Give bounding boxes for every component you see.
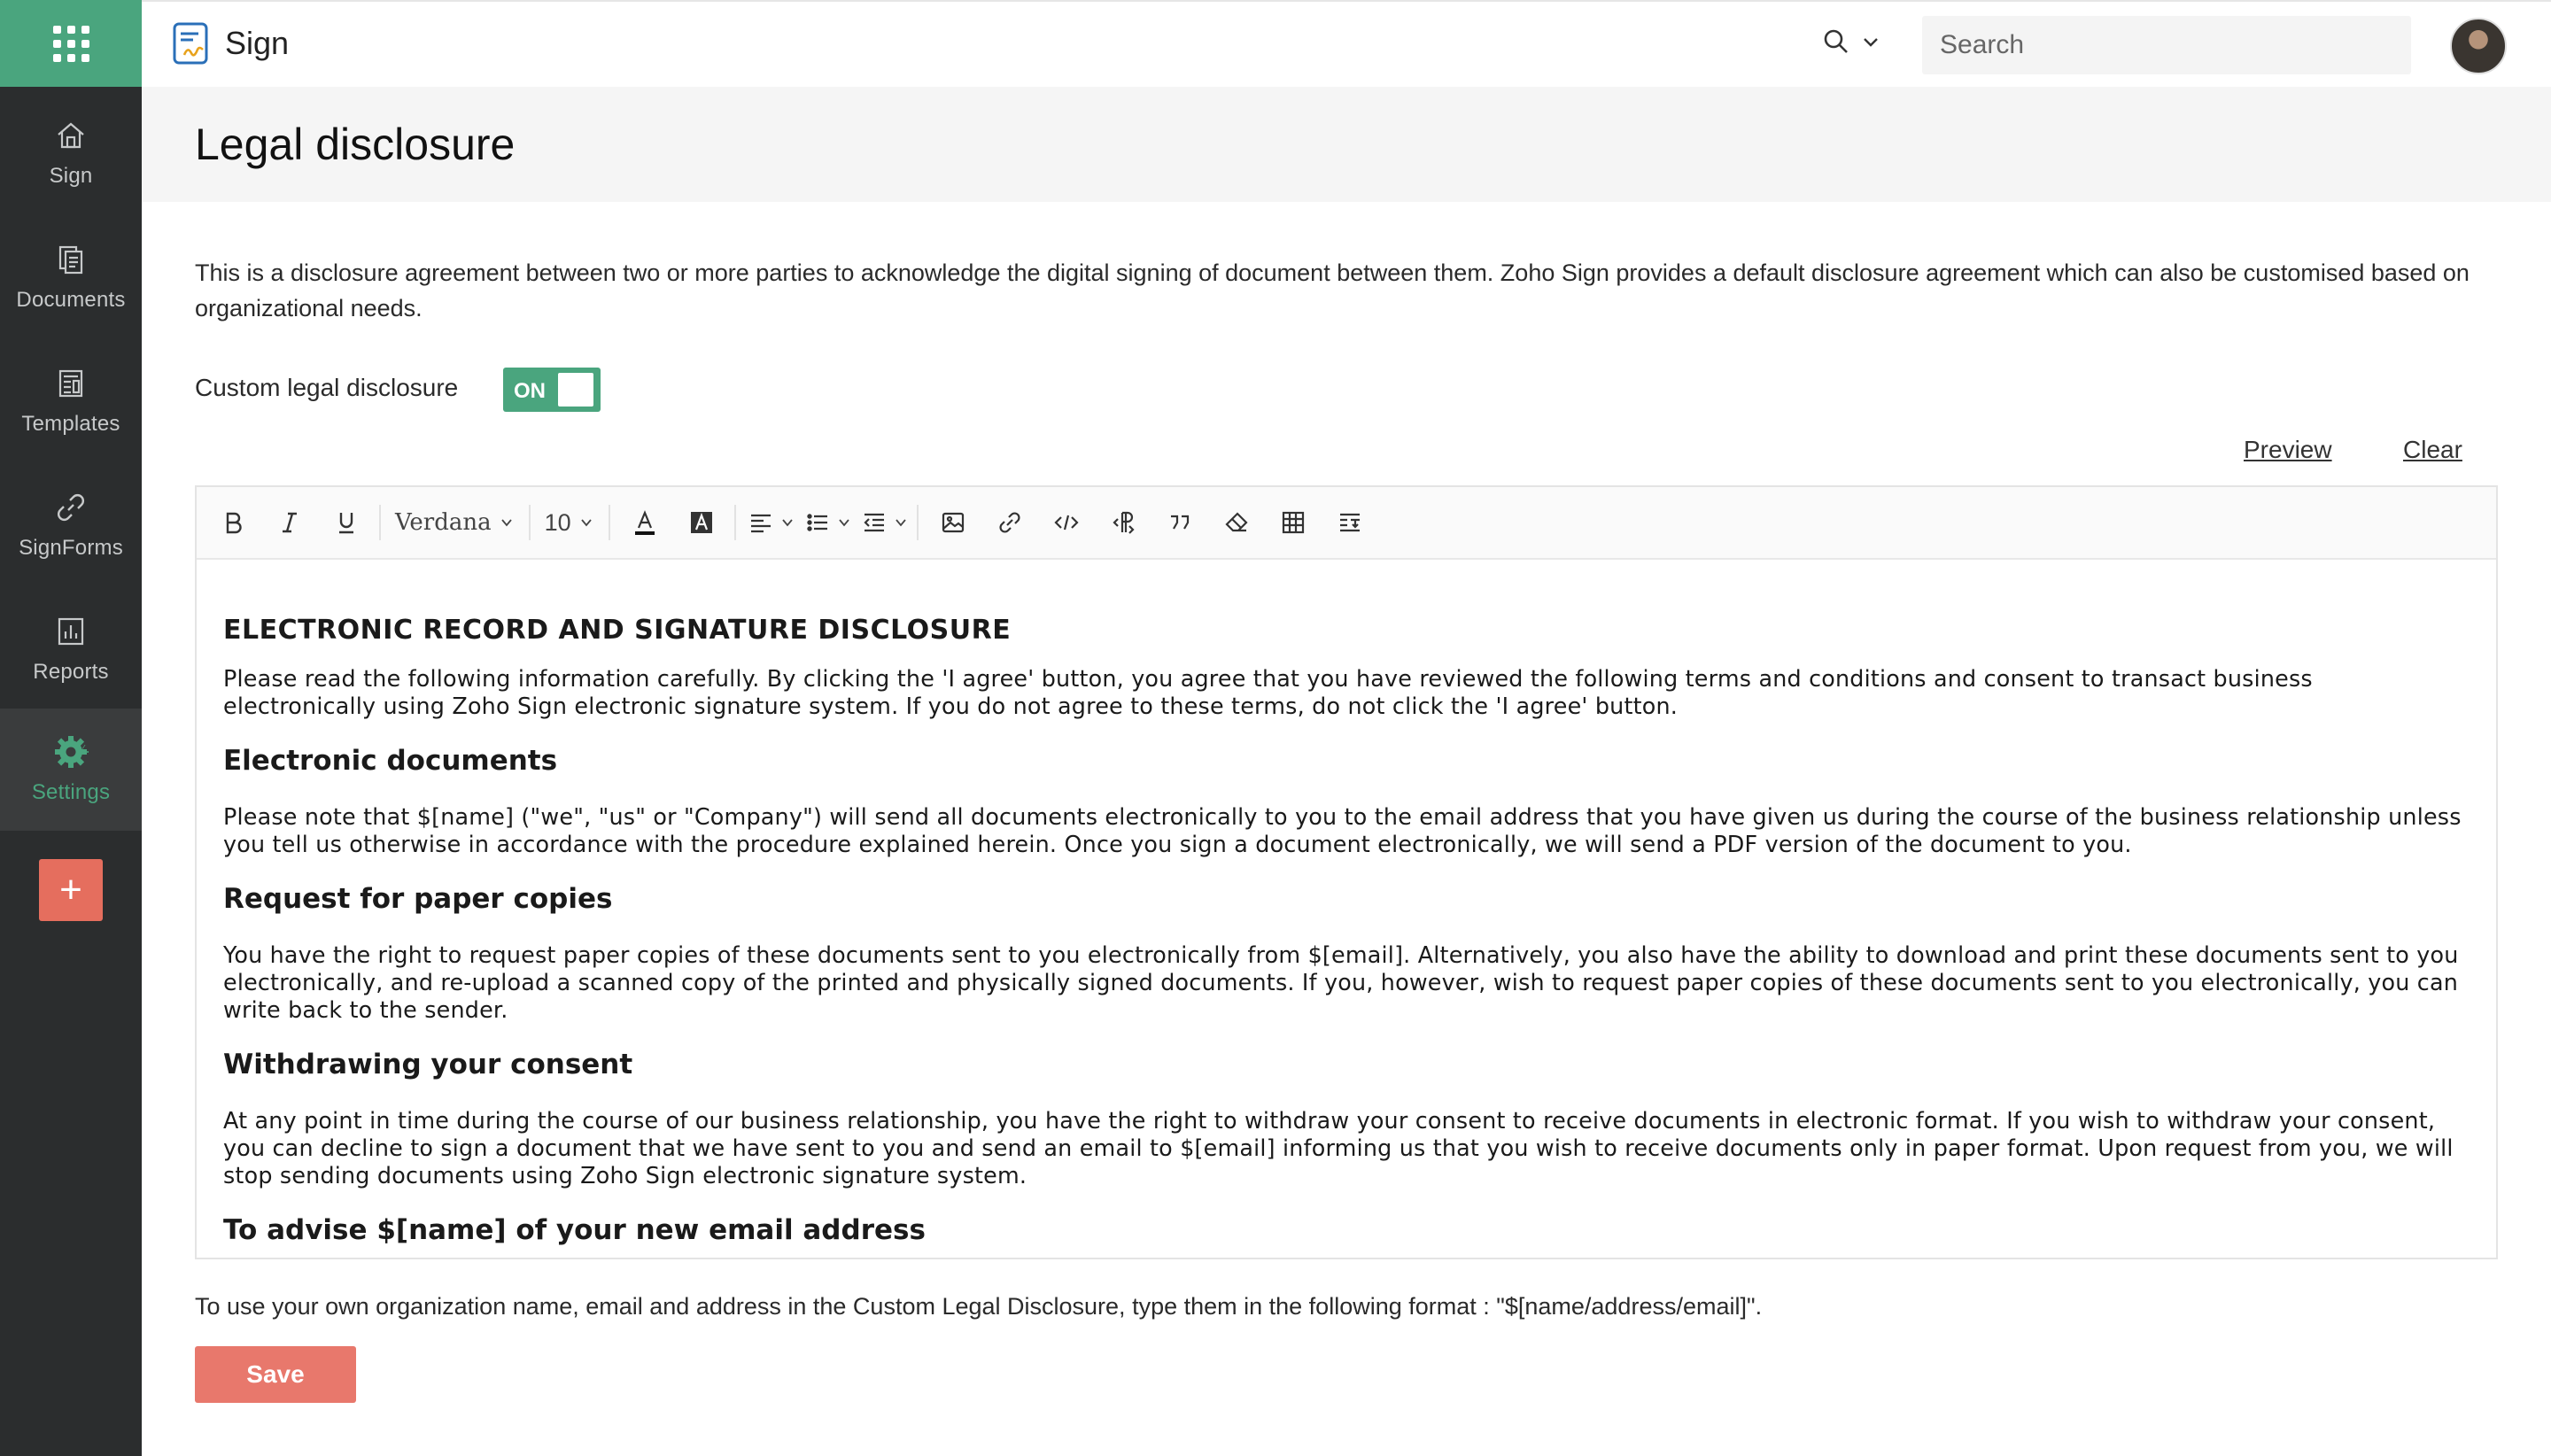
align-dropdown[interactable] xyxy=(747,499,795,546)
page-title: Legal disclosure xyxy=(195,120,516,169)
format-icon xyxy=(1337,509,1363,536)
search-input[interactable] xyxy=(1922,16,2411,74)
rtl-icon xyxy=(1110,509,1136,536)
italic-icon xyxy=(276,509,303,536)
list-icon xyxy=(804,509,831,536)
editor-content[interactable] xyxy=(197,561,2496,1258)
link-icon xyxy=(996,509,1023,536)
toggle-state-label: ON xyxy=(514,379,546,403)
eraser-icon xyxy=(1223,509,1250,536)
insert-link-button[interactable] xyxy=(986,499,1034,546)
code-icon xyxy=(1053,509,1080,536)
chevron-down-icon xyxy=(1860,31,1881,52)
direction-button[interactable] xyxy=(1099,499,1147,546)
list-dropdown[interactable] xyxy=(803,499,851,546)
rich-text-editor xyxy=(195,485,2498,1259)
chevron-down-icon xyxy=(500,516,513,529)
reports-icon xyxy=(53,614,89,649)
link-icon xyxy=(53,490,89,525)
align-icon xyxy=(748,509,774,536)
insert-table-button[interactable] xyxy=(1269,499,1317,546)
sidebar-item-settings[interactable] xyxy=(0,709,142,831)
chevron-down-icon xyxy=(781,516,794,529)
add-button[interactable]: + xyxy=(39,859,103,921)
font-size-select[interactable] xyxy=(541,509,596,537)
custom-disclosure-label: Custom legal disclosure xyxy=(195,374,459,401)
custom-disclosure-toggle[interactable] xyxy=(503,368,601,412)
disclosure-heading: ELECTRONIC RECORD AND SIGNATURE DISCLOSURE xyxy=(223,615,1012,646)
section-title: To advise $[name] of your new email address xyxy=(223,1214,926,1246)
toolbar-divider xyxy=(609,505,610,540)
sidebar-item-sign[interactable] xyxy=(0,92,142,214)
highlight-icon xyxy=(688,509,715,536)
documents-icon xyxy=(53,242,89,277)
avatar[interactable] xyxy=(2450,18,2507,74)
search-icon xyxy=(1823,28,1849,55)
toolbar-divider xyxy=(917,505,919,540)
apps-menu-button[interactable] xyxy=(0,0,142,87)
highlight-button[interactable] xyxy=(678,499,725,546)
editor-toolbar xyxy=(197,487,2496,560)
quote-icon xyxy=(1167,509,1193,536)
indent-dropdown[interactable] xyxy=(860,499,908,546)
save-button[interactable]: Save xyxy=(195,1346,356,1403)
grid-icon xyxy=(53,26,89,62)
more-format-button[interactable] xyxy=(1326,499,1374,546)
top-bar xyxy=(142,0,2551,87)
toolbar-divider xyxy=(734,505,736,540)
search-scope-dropdown[interactable] xyxy=(1823,28,1881,55)
underline-button[interactable] xyxy=(322,499,370,546)
sidebar xyxy=(0,0,142,1456)
disclosure-intro: Please read the following information carefully. By clicking the 'I agree' button, you agree that you have reviewed the following terms and conditions and consent to transact business electronically using Zoho Sign electronic signature system. If you do not agree to these terms, do not click the 'I agree' button. xyxy=(223,665,2313,719)
page-description: This is a disclosure agreement between two or more parties to acknowledge the digital signing of document between them. Zoho Sign provides a default disclosure agreement which can also be customised based on organizational needs. xyxy=(195,259,2470,321)
font-family-value: Verdana xyxy=(395,509,492,536)
bold-button[interactable] xyxy=(209,499,257,546)
home-icon xyxy=(53,118,89,153)
page-header xyxy=(142,87,2551,202)
preview-link[interactable]: Preview xyxy=(2244,436,2332,463)
image-icon xyxy=(940,509,966,536)
font-family-select[interactable] xyxy=(392,509,516,536)
sidebar-item-label: Templates xyxy=(21,412,120,436)
gear-icon xyxy=(53,734,89,770)
chevron-down-icon xyxy=(838,516,850,529)
toolbar-divider xyxy=(529,505,531,540)
clear-link[interactable]: Clear xyxy=(2403,436,2462,463)
section-body: At any point in time during the course of our business relationship, you have the right to withdraw your consent to receive documents in electronic format. If you wish to withdraw your consent, you can decline to sign a document that we have sent to you and send an email to $[email] informing us that you wish to receive documents only in paper format. Upon request from you, we will stop sending documents using Zoho Sign electronic signature system. xyxy=(223,1107,2454,1189)
chevron-down-icon xyxy=(580,516,593,529)
sidebar-item-documents[interactable] xyxy=(0,216,142,338)
insert-image-button[interactable] xyxy=(929,499,977,546)
brand xyxy=(172,21,289,66)
section-title: Electronic documents xyxy=(223,745,558,777)
app-title: Sign xyxy=(225,25,290,61)
sidebar-item-reports[interactable] xyxy=(0,588,142,710)
format-hint: To use your own organization name, email and address in the Custom Legal Disclosure, type them in the following format : "$[name/address/email]". xyxy=(195,1293,1763,1320)
text-color-icon xyxy=(632,509,658,536)
toolbar-divider xyxy=(379,505,381,540)
section-body: Please note that $[name] ("we", "us" or "Company") will send all documents electronically to you to the email address that you have given us during the course of the business relationship unless you tell us otherwise in accordance with the procedure explained herein. Once you sign a document electronically, we will send a PDF version of the document to you. xyxy=(223,803,2462,857)
table-icon xyxy=(1280,509,1307,536)
indent-icon xyxy=(861,509,888,536)
sidebar-item-label: Documents xyxy=(16,288,126,312)
sidebar-item-label: Sign xyxy=(49,164,93,188)
chevron-down-icon xyxy=(895,516,907,529)
clear-format-button[interactable] xyxy=(1213,499,1260,546)
bold-icon xyxy=(220,509,246,536)
quote-button[interactable] xyxy=(1156,499,1204,546)
templates-icon xyxy=(53,366,89,401)
text-color-button[interactable] xyxy=(621,499,669,546)
sidebar-item-label: Reports xyxy=(33,660,109,684)
sign-logo-icon xyxy=(172,21,211,66)
code-button[interactable] xyxy=(1043,499,1090,546)
section-title: Request for paper copies xyxy=(223,883,613,915)
underline-icon xyxy=(333,509,360,536)
section-body: You have the right to request paper copies of these documents sent to you electronically from $[email]. Alternatively, you also have the ability to download and print these documents sent to you electronically, and re-upload a scanned copy of the printed and physically signed documents. If you, however, wish to request paper copies of these documents sent to you electronically, you can write back to the sender. xyxy=(223,941,2459,1023)
font-size-value: 10 xyxy=(544,508,571,536)
section-title: Withdrawing your consent xyxy=(223,1049,633,1080)
sidebar-item-label: SignForms xyxy=(19,536,123,560)
toggle-knob xyxy=(558,373,593,407)
sidebar-item-templates[interactable] xyxy=(0,340,142,462)
sidebar-item-label: Settings xyxy=(31,780,111,804)
sidebar-item-signforms[interactable] xyxy=(0,464,142,586)
italic-button[interactable] xyxy=(266,499,314,546)
